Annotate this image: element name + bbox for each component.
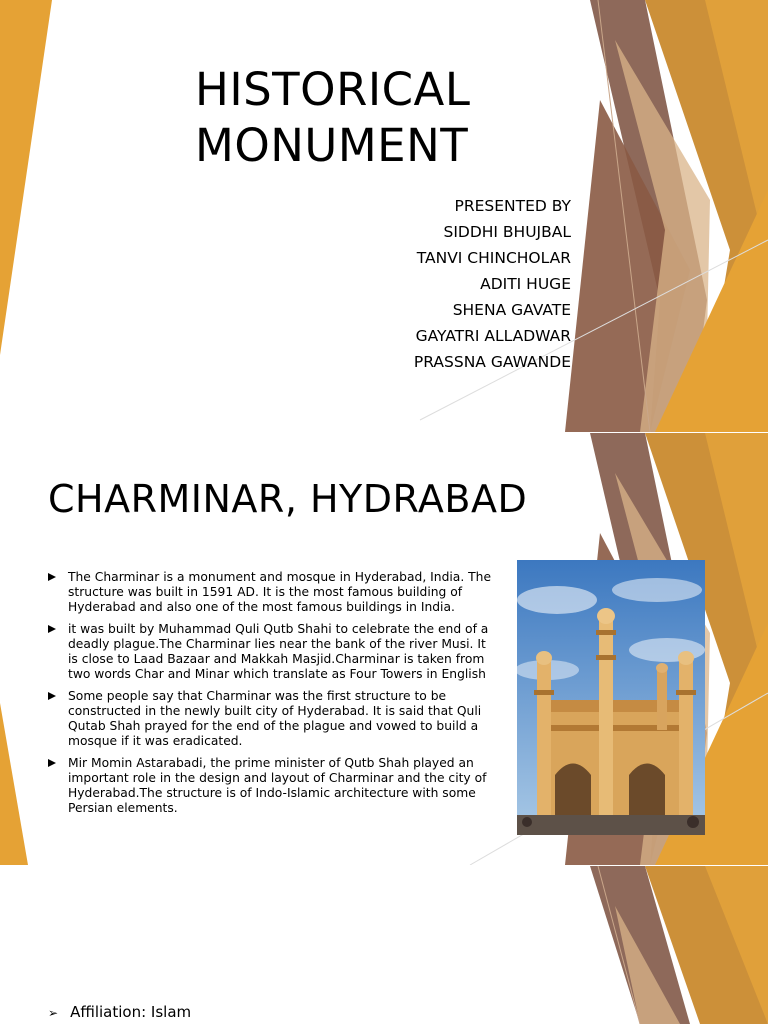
presenter-name: ADITI HUGE <box>480 275 571 293</box>
slide-title-heading <box>195 62 470 174</box>
title-line-2: MONUMENT <box>195 119 469 172</box>
bullet-text: it was built by Muhammad Quli Qutb Shahi to celebrate the end of a deadly plague.The Charminar lies near the bank of the river Musi. It is close to Laad Bazaar and Makkah Masjid.Charminar is taken from two words Char and Minar which translate as Four Towers in English <box>68 622 489 681</box>
presenter-name: SHENA GAVATE <box>452 301 571 319</box>
bullet-arrow-icon <box>48 573 56 581</box>
affiliation-bullet <box>48 1003 191 1021</box>
slide-heading: CHARMINAR, HYDRABAD <box>48 477 528 521</box>
slide-decoration <box>0 866 768 1024</box>
bullet-item <box>46 570 496 615</box>
left-gold-shape <box>0 703 28 865</box>
bullet-item <box>46 756 496 816</box>
slide-affiliation <box>0 866 768 1024</box>
charminar-illustration <box>517 560 705 835</box>
presenter-list <box>414 193 571 375</box>
slide-title <box>0 0 768 432</box>
bullet-arrow-icon <box>48 625 56 633</box>
bullet-text: Some people say that Charminar was the first structure to be constructed in the newly built city of Hyderabad. It is said that Quli Qutab Shah prayed for the end of the plague and vowed to build a mosque if it was eradicated. <box>68 689 482 748</box>
presenter-name: GAYATRI ALLADWAR <box>415 327 571 345</box>
bullet-text: The Charminar is a monument and mosque in Hyderabad, India. The structure was built in 1591 AD. It is the most famous building of Hyderabad and also one of the most famous buildings in India. <box>68 570 492 614</box>
charminar-photo <box>517 560 705 835</box>
bullet-arrow-icon: ➢ <box>48 1006 59 1020</box>
bullet-text: Mir Momin Astarabadi, the prime minister of Qutb Shah played an important role in the design and layout of Charminar and the city of Hyderabad.The structure is of Indo-Islamic architecture with some Persian elements. <box>68 756 487 815</box>
slide-charminar <box>0 433 768 865</box>
presenter-name: SIDDHI BHUJBAL <box>443 223 571 241</box>
bullet-item <box>46 689 496 749</box>
affiliation-text: Affiliation: Islam <box>70 1003 192 1021</box>
bullet-arrow-icon <box>48 759 56 767</box>
bullet-item <box>46 622 496 682</box>
bullet-arrow-icon <box>48 692 56 700</box>
presenter-name: TANVI CHINCHOLAR <box>416 249 571 267</box>
left-gold-shape <box>0 0 52 355</box>
presenter-name: PRASSNA GAWANDE <box>413 353 571 371</box>
bullet-list <box>46 570 496 823</box>
presented-by-label: PRESENTED BY <box>454 197 571 215</box>
title-line-1: HISTORICAL <box>195 63 471 116</box>
